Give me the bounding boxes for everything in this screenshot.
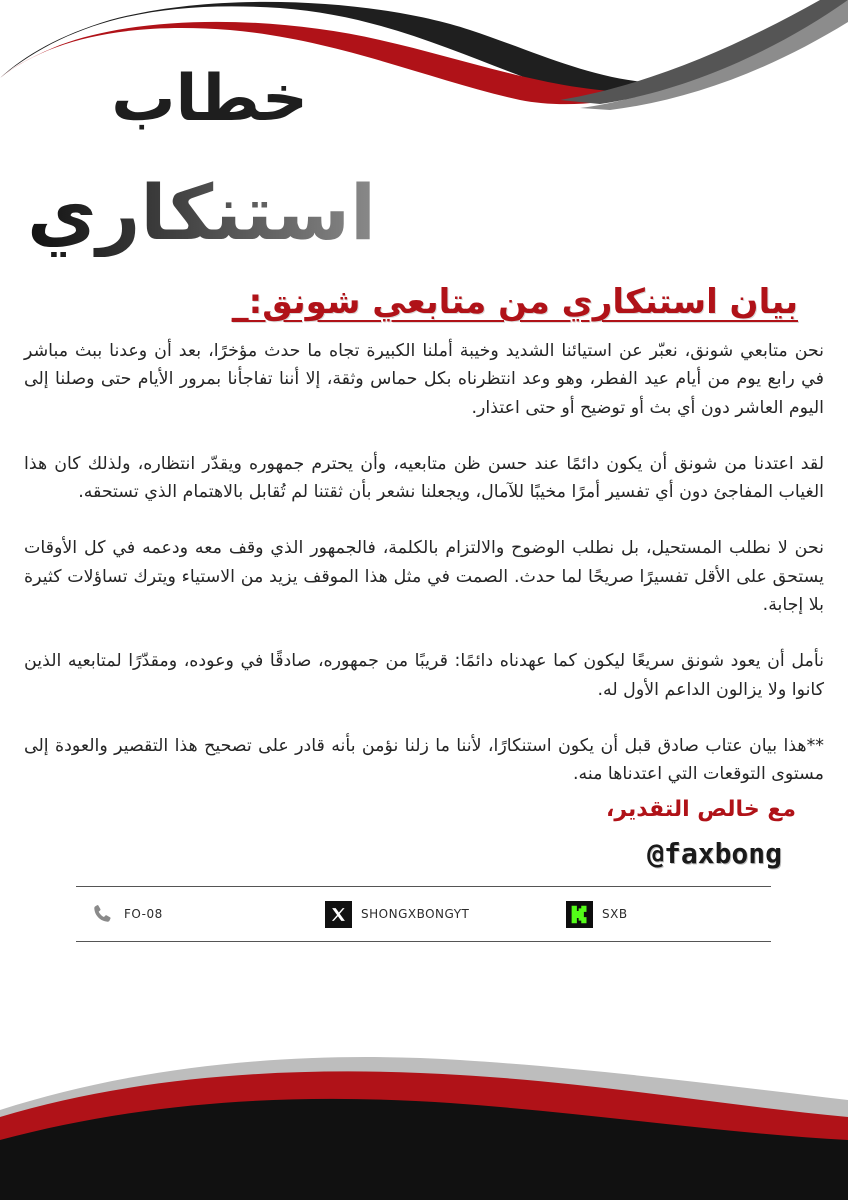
x-logo-icon [325, 901, 352, 928]
paragraph-5: **هذا بيان عتاب صادق قبل أن يكون استنكارًا، لأننا ما زلنا نؤمن بأنه قادر على تصحيح هذا التقصير والعودة إلى مستوى التوقعات التي اعتدناها منه. [24, 735, 824, 785]
phone-label: FO-08 [124, 907, 163, 921]
paragraph-2: لقد اعتدنا من شونق أن يكون دائمًا عند حسن ظن متابعيه، وأن يحترم جمهوره ويقدّر انتظاره، ولذلك كان هذا الغياب المفاجئ دون أي تفسير أمرًا مخيبًا للآمال، ويجعلنا نشعر بأن ثقتنا لم تُقابل بالاهتمام الذي تستحقه. [24, 453, 824, 503]
paragraph-4: نأمل أن يعود شونق سريعًا ليكون كما عهدناه دائمًا: قريبًا من جمهوره، صادقًا في وعوده، ومقدّرًا لمتابعيه الذين كانوا ولا يزالون الداعم الأول له. [24, 651, 824, 700]
bottom-wave-decoration [0, 1045, 848, 1200]
paragraph-1: نحن متابعي شونق، نعبّر عن استيائنا الشديد وخيبة أملنا الكبيرة تجاه ما حدث مؤخرًا، بعد أن وعدنا ببث مباشر في رابع يوم من أيام عيد الفطر، وهو وعد انتظرناه بكل حماس وثقة، إلا أننا تفاجأنا بمرور الأيام حتى وصلنا إلى اليوم العاشر دون أي بث أو توضيح أو حتى اعتذار. [24, 341, 824, 418]
title-line-1: خطاب [111, 62, 308, 136]
phone-icon [88, 901, 115, 928]
contact-kick[interactable] [566, 900, 628, 928]
title-line-2: استنكاري [27, 168, 376, 257]
footer-bottom-divider [76, 941, 771, 942]
x-handle-label: SHONGXBONGYT [361, 907, 470, 921]
paragraph-3: نحن لا نطلب المستحيل، بل نطلب الوضوح والالتزام بالكلمة، فالجمهور الذي وقف معه ودعمه في كل الأوقات يستحق على الأقل تفسيرًا صريحًا لما حدث. الصمت في مثل هذا الموقف يزيد من الاستياء ويترك تساؤلات كثيرة بلا إجابة. [24, 538, 824, 616]
footer-top-divider [76, 886, 771, 887]
signoff: مع خالص التقدير، [606, 797, 796, 822]
kick-logo-icon [566, 901, 593, 928]
kick-handle-label: SXB [602, 907, 628, 921]
author-handle: @faxbong [647, 837, 782, 870]
statement-subtitle: بيان استنكاري من متابعي شونق:_ [231, 282, 798, 322]
statement-body [24, 337, 824, 817]
contact-phone [88, 900, 163, 928]
contact-x[interactable] [325, 900, 469, 928]
